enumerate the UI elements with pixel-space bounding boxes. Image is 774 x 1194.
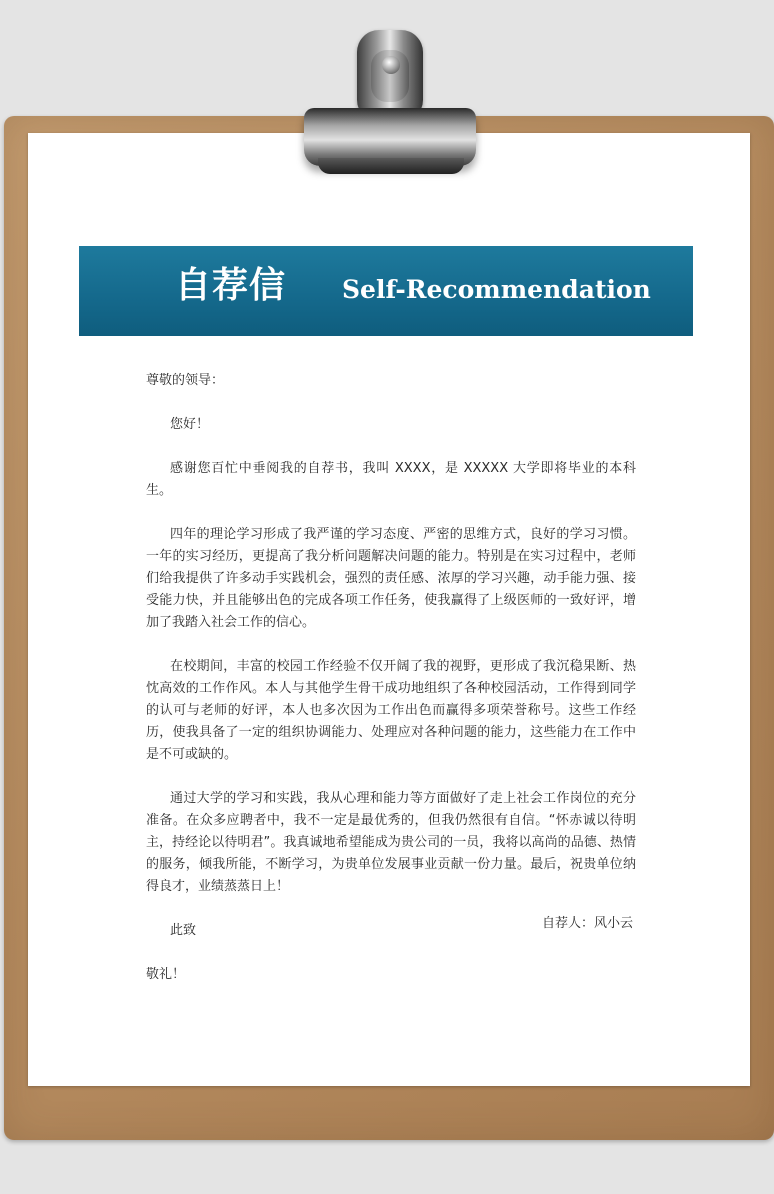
paragraph-study: 四年的理论学习形成了我严谨的学习态度、严密的思维方式，良好的学习习惯。一年的实习经历，更提高了我分析问题解决问题的能力。特别是在实习过程中，老师们给我提供了许多动手实践机会，强烈的责任感、浓厚的学习兴趣，动手能力强、接受能力快，并且能够出色的完成各项工作任务，使我赢得了上级医师的一致好评，增加了我踏入社会工作的信心。 [146, 527, 636, 630]
paragraph-campus: 在校期间，丰富的校园工作经验不仅开阔了我的视野，更形成了我沉稳果断、热忱高效的工作作风。本人与其他学生骨干成功地组织了各种校园活动，工作得到同学的认可与老师的好评，本人也多次因为工作出色而赢得多项荣誉称号。这些工作经历，使我具备了一定的组织协调能力、处理应对各种问题的能力，这些能力在工作中是不可或缺的。 [146, 659, 636, 762]
closing-jingli: 敬礼！ [146, 967, 186, 982]
title-english: Self-Recommendation [342, 275, 651, 304]
paragraph-intro: 感谢您百忙中垂阅我的自荐书，我叫 XXXX，是 XXXXX 大学即将毕业的本科生。 [146, 461, 636, 498]
paragraph-conclusion: 通过大学的学习和实践，我从心理和能力等方面做好了走上社会工作岗位的充分准备。在众多应聘者中，我不一定是最优秀的，但我仍然很有自信。“怀赤诚以待明主，持经论以待明君”。我真诚地希望能成为贵公司的一员，我将以高尚的品德、热情的服务，倾我所能，不断学习，为贵单位发展事业贡献一份力量。最后，祝贵单位纳得良才，业绩蒸蒸日上！ [146, 791, 636, 894]
binder-clip-edge [318, 158, 464, 174]
title-chinese: 自荐信 [175, 265, 287, 306]
letter-body [146, 370, 636, 986]
binder-clip-rivet-icon [382, 56, 400, 74]
greeting: 您好！ [170, 417, 210, 432]
salutation: 尊敬的领导： [146, 373, 225, 388]
signature: 自荐人：风小云 [542, 916, 634, 931]
closing-cizhi: 此致 [170, 923, 197, 938]
